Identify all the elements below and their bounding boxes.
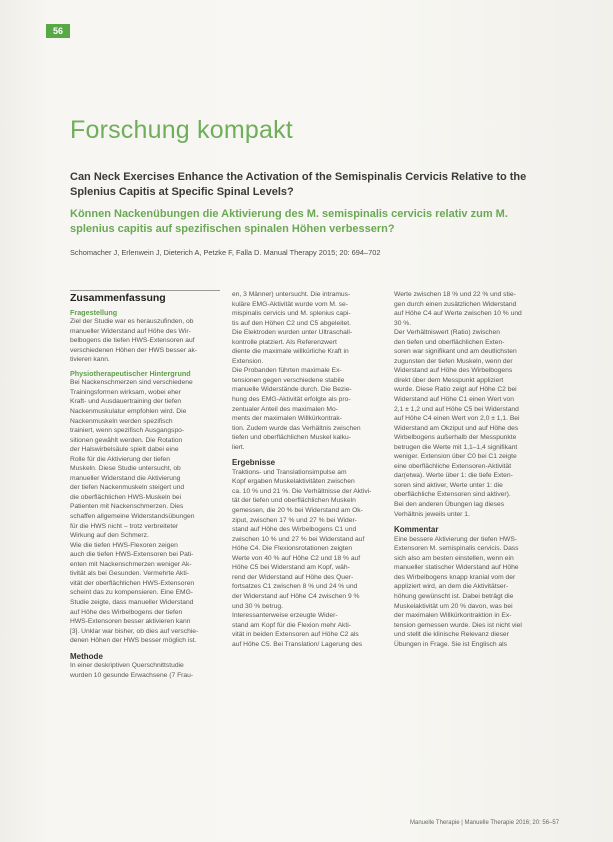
text-line: oberflächliche Extensoren sind aktiver). bbox=[394, 491, 511, 499]
text-line: rend der Widerstand auf Höhe des Quer- bbox=[232, 573, 354, 581]
subheading-background: Physiotherapeutischer Hintergrund bbox=[70, 368, 191, 378]
text-line: manueller Widerstand auf Höhe des Wir- bbox=[70, 327, 191, 335]
text-line: In einer deskriptiven Querschnittstudie bbox=[70, 662, 184, 670]
text-line: auf Höhe C4 einen Wert von 2,0 ± 1,1. Bei bbox=[394, 415, 520, 423]
text-line: gen durch einen zusätzlichen Widerstand bbox=[394, 300, 517, 308]
text-line: tension gemessen wurde. Dies ist nicht viel bbox=[394, 621, 522, 629]
text-line: Kraft- und Ausdauertraining der tiefen bbox=[70, 398, 182, 406]
text-line: die oberflächlichen HWS-Muskeln bei bbox=[70, 493, 182, 501]
text-line: sich also am besten einstellen, wenn ein bbox=[394, 554, 514, 562]
subheading-results: Ergebnisse bbox=[232, 458, 276, 468]
text-line: Studie zeigte, dass manueller Widerstand bbox=[70, 598, 194, 606]
subheading-method: Methode bbox=[70, 651, 103, 661]
subheading-comment: Kommentar bbox=[394, 525, 439, 535]
section-title: Forschung kompakt bbox=[70, 116, 293, 144]
text-line: weniger. Extension über C0 bei C1 zeigte bbox=[394, 453, 517, 461]
text-line: Die Elektroden wurden unter Ultraschall- bbox=[232, 329, 353, 337]
article-title-german: Können Nackenübungen die Aktivierung des M. semispinalis cervicis relativ zum M. splenius capitis auf spezifischen spinalen Höhen verbessern? bbox=[70, 208, 508, 235]
text-line: und stellt die klinische Relevanz dieser bbox=[394, 631, 509, 639]
column-1 bbox=[70, 288, 220, 680]
text-line: soren sind aktiver, Werte unter 1: die bbox=[394, 481, 503, 489]
text-line: des Wirbelbogens knapp kranial vom der bbox=[394, 573, 516, 581]
text-line: 30 %. bbox=[394, 319, 412, 327]
text-line: manueller Widerstand die Aktivierung bbox=[70, 474, 181, 482]
text-line: tis auf den Höhen C2 und C5 abgeleitet. bbox=[232, 319, 351, 327]
text-line: Nackenmuskulatur empfohlen wird. Die bbox=[70, 408, 187, 416]
summary-heading: Zusammenfassung bbox=[70, 290, 220, 304]
text-line: tät der tiefen und oberflächlichen Muskeln bbox=[232, 497, 356, 505]
text-line: zwischen 10 % und 27 % bei Widerstand auf bbox=[232, 535, 365, 543]
text-line: Bei Nackenschmerzen sind verschiedene bbox=[70, 379, 193, 387]
text-line: [3]. Unklar war bisher, ob dies auf verschie- bbox=[70, 627, 199, 635]
text-line: manueller statischer Widerstand auf Höhe bbox=[394, 564, 519, 572]
text-line: soren war signifikant und am deutlichsten bbox=[394, 348, 517, 356]
text-line: denen Höhen der HWS besser möglich ist. bbox=[70, 637, 197, 645]
text-line: en, 3 Männer) untersucht. Die intramus- bbox=[232, 291, 351, 298]
paragraph-results bbox=[232, 468, 382, 649]
column-2 bbox=[232, 290, 382, 649]
text-line: fortsatzes C1 zwischen 8 % und 24 % und bbox=[232, 583, 358, 591]
text-line: direkt über dem Messpunkt appliziert bbox=[394, 376, 504, 384]
text-line: Interessanterweise erzeugte Wider- bbox=[232, 612, 338, 620]
text-line: auf Höhe C4 auf Werte zwischen 10 % und bbox=[394, 310, 522, 318]
text-line: den tiefen und oberflächlichen Exten- bbox=[394, 338, 505, 346]
text-line: Widerstand auf Höhe des Wirbelbogens bbox=[394, 367, 513, 375]
text-line: tion. Zudem wurde das Verhältnis zwischen bbox=[232, 424, 361, 432]
text-line: tensionen gegen verschiedene stabile bbox=[232, 376, 345, 384]
text-line: scheint das zu kompensieren. Eine EMG- bbox=[70, 589, 194, 597]
page-footer: Manuelle Therapie | Manuelle Therapie 2016; 20: 56–57 bbox=[410, 820, 560, 826]
text-line: Wirkung auf den Schmerz. bbox=[70, 532, 149, 540]
text-line: Kopf ergaben Muskelaktivitäten zwischen bbox=[232, 478, 355, 486]
subheading-question: Fragestellung bbox=[70, 307, 118, 317]
text-line: stand am Kopf für die Flexion mehr Akti- bbox=[232, 621, 351, 629]
text-line: ments der maximalen Willkürkontrak- bbox=[232, 415, 343, 423]
text-line: für die HWS nicht – trotz verbreiteter bbox=[70, 522, 179, 530]
paragraph-background bbox=[70, 378, 220, 645]
text-line: vität in beiden Extensoren auf Höhe C2 als bbox=[232, 631, 359, 639]
text-line: höhung gewünscht ist. Dabei beträgt die bbox=[394, 592, 514, 600]
paragraph-method-continued bbox=[232, 290, 382, 452]
text-line: zugunsten der tiefen Muskeln, wenn der bbox=[394, 357, 513, 365]
text-line: Muskeln. Diese Studie untersucht, ob bbox=[70, 465, 181, 473]
text-line: Werte zwischen 18 % und 22 % und stie- bbox=[394, 291, 516, 298]
text-line: eine oberflächliche Extensoren-Aktivität bbox=[394, 462, 512, 470]
text-line: Patienten mit Nackenschmerzen. Dies bbox=[70, 503, 184, 511]
text-line: kontrolle platziert. Als Referenzwert bbox=[232, 338, 337, 346]
text-line: tivieren kann. bbox=[70, 356, 110, 364]
paragraph-results-continued bbox=[394, 290, 549, 519]
text-line: enten mit Nackenschmerzen weniger Ak- bbox=[70, 560, 192, 568]
text-line: Nackenmuskeln werden spezifisch bbox=[70, 417, 173, 425]
text-line: 2,1 ± 1,2 und auf Höhe C5 bei Widerstand bbox=[394, 405, 519, 413]
text-line: diente die maximale willkürliche Kraft in bbox=[232, 348, 349, 356]
text-line: auch die tiefen HWS-Extensoren bei Pati- bbox=[70, 551, 194, 559]
text-line: auf Höhe des Wirbelbogens der tiefen bbox=[70, 608, 183, 616]
text-line: Traktions- und Translationsimpulse am bbox=[232, 468, 347, 476]
text-line: sitionen gewählt werden. Die Rotation bbox=[70, 436, 183, 444]
text-line: verschiedenen Höhen der HWS besser ak- bbox=[70, 346, 198, 354]
text-line: mispinalis cervicis und M. splenius capi- bbox=[232, 310, 351, 318]
text-line: Bei den anderen Übungen lag dieses bbox=[394, 501, 505, 509]
page-number: 56 bbox=[46, 24, 70, 38]
text-line: Höhe C4. Die Flexionsrotationen zeigten bbox=[232, 545, 353, 553]
text-line: der tiefen Nackenmuskeln steigert und bbox=[70, 484, 185, 492]
text-line: ca. 10 % und 21 %. Die Verhältnisse der Aktivi- bbox=[232, 487, 372, 495]
text-line: tiefen und oberflächlichen Muskel kalku- bbox=[232, 434, 351, 442]
text-line: und 30 % betrug. bbox=[232, 602, 283, 610]
text-line: kuläre EMG-Aktivität wurde vom M. se- bbox=[232, 300, 348, 308]
text-line: Trainingsformen wirksam, wobei eher bbox=[70, 388, 181, 396]
text-line: manuelle Widerstände durch. Die Bezie- bbox=[232, 386, 352, 394]
article-title-english: Can Neck Exercises Enhance the Activation of the Semispinalis Cervicis Relative to the Splenius Capitis at Specific Spinal Levels? bbox=[70, 171, 527, 198]
text-line: Extension. bbox=[232, 357, 264, 365]
text-line: der Widerstand auf Höhe C4 zwischen 9 % bbox=[232, 592, 360, 600]
text-line: appliziert wird, an dem die Aktivitätser- bbox=[394, 583, 509, 591]
text-line: wurden 10 gesunde Erwachsene (7 Frau- bbox=[70, 671, 194, 679]
text-line: der Halswirbelsäule spielt dabei eine bbox=[70, 446, 179, 454]
paragraph-method bbox=[70, 661, 220, 680]
text-line: Werte von 40 % auf Höhe C2 und 18 % auf bbox=[232, 554, 361, 562]
column-3 bbox=[394, 290, 549, 649]
text-line: dar(etwa). Werte über 1: die tiefe Exten- bbox=[394, 472, 513, 480]
paragraph-comment bbox=[394, 535, 549, 650]
text-line: Muskelaktivität um 20 % davon, was bei bbox=[394, 602, 513, 610]
text-line: belbogens die tiefen HWS-Extensoren auf bbox=[70, 337, 195, 345]
text-line: tivität als bei Gesunden. Vermehrte Akti- bbox=[70, 570, 189, 578]
citation: Schomacher J, Erlenwein J, Dieterich A, Petzke F, Falla D. Manual Therapy 2015; 20: 694–702 bbox=[70, 248, 381, 257]
text-line: stand auf Höhe des Wirbelbogens C1 und bbox=[232, 526, 357, 534]
text-line: auf Höhe C5. Bei Translation/ Lagerung des bbox=[232, 640, 363, 648]
text-line: zentualer Anteil des maximalen Mo- bbox=[232, 405, 338, 413]
text-line: Verhältnis jeweils unter 1. bbox=[394, 510, 470, 518]
text-line: vität der oberflächlichen HWS-Extensoren bbox=[70, 579, 195, 587]
text-line: Rolle für die Aktivierung der tiefen bbox=[70, 455, 170, 463]
text-line: Eine bessere Aktivierung der tiefen HWS- bbox=[394, 535, 518, 543]
text-line: hung des EMG-Aktivität erfolgte als pro- bbox=[232, 396, 351, 404]
text-line: liert. bbox=[232, 443, 245, 451]
text-line: der maximalen Willkürkontraktion in Ex- bbox=[394, 612, 512, 620]
text-line: trainiert, wenn spezifisch Ausgangspo- bbox=[70, 427, 185, 435]
text-line: Extensoren M. semispinalis cervicis. Dass bbox=[394, 545, 519, 553]
text-line: Die Probanden führten maximale Ex- bbox=[232, 367, 342, 375]
text-line: Wie die tiefen HWS-Flexoren zeigen bbox=[70, 541, 178, 549]
text-line: Übungen in Frage. Sie ist Englisch als bbox=[394, 640, 508, 648]
text-line: Höhe C5 bei Widerstand am Kopf, wäh- bbox=[232, 564, 350, 572]
text-line: wurde. Diese Ratio zeigt auf Höhe C2 bei bbox=[394, 386, 517, 394]
text-line: Widerstand auf Höhe C1 einen Wert von bbox=[394, 396, 514, 404]
text-line: Ziel der Studie war es herauszufinden, ob bbox=[70, 318, 194, 326]
text-line: Wirbelbogens außerhalb der Messpunkte bbox=[394, 434, 517, 442]
text-line: betrugen die Werte mit 1,1–1,4 signifikant bbox=[394, 443, 518, 451]
text-line: Widerstand am Okziput und auf Höhe des bbox=[394, 424, 519, 432]
text-line: HWS-Extensoren besser aktivieren kann bbox=[70, 618, 191, 626]
text-line: schaffen allgemeine Widerstandsübungen bbox=[70, 513, 195, 521]
text-line: gemessen, die 20 % bei Widerstand am Ok- bbox=[232, 507, 363, 515]
text-line: ziput, zwischen 17 % und 27 % bei Wider- bbox=[232, 516, 357, 524]
paragraph-question bbox=[70, 317, 220, 365]
text-line: Der Verhältniswert (Ratio) zwischen bbox=[394, 329, 500, 337]
